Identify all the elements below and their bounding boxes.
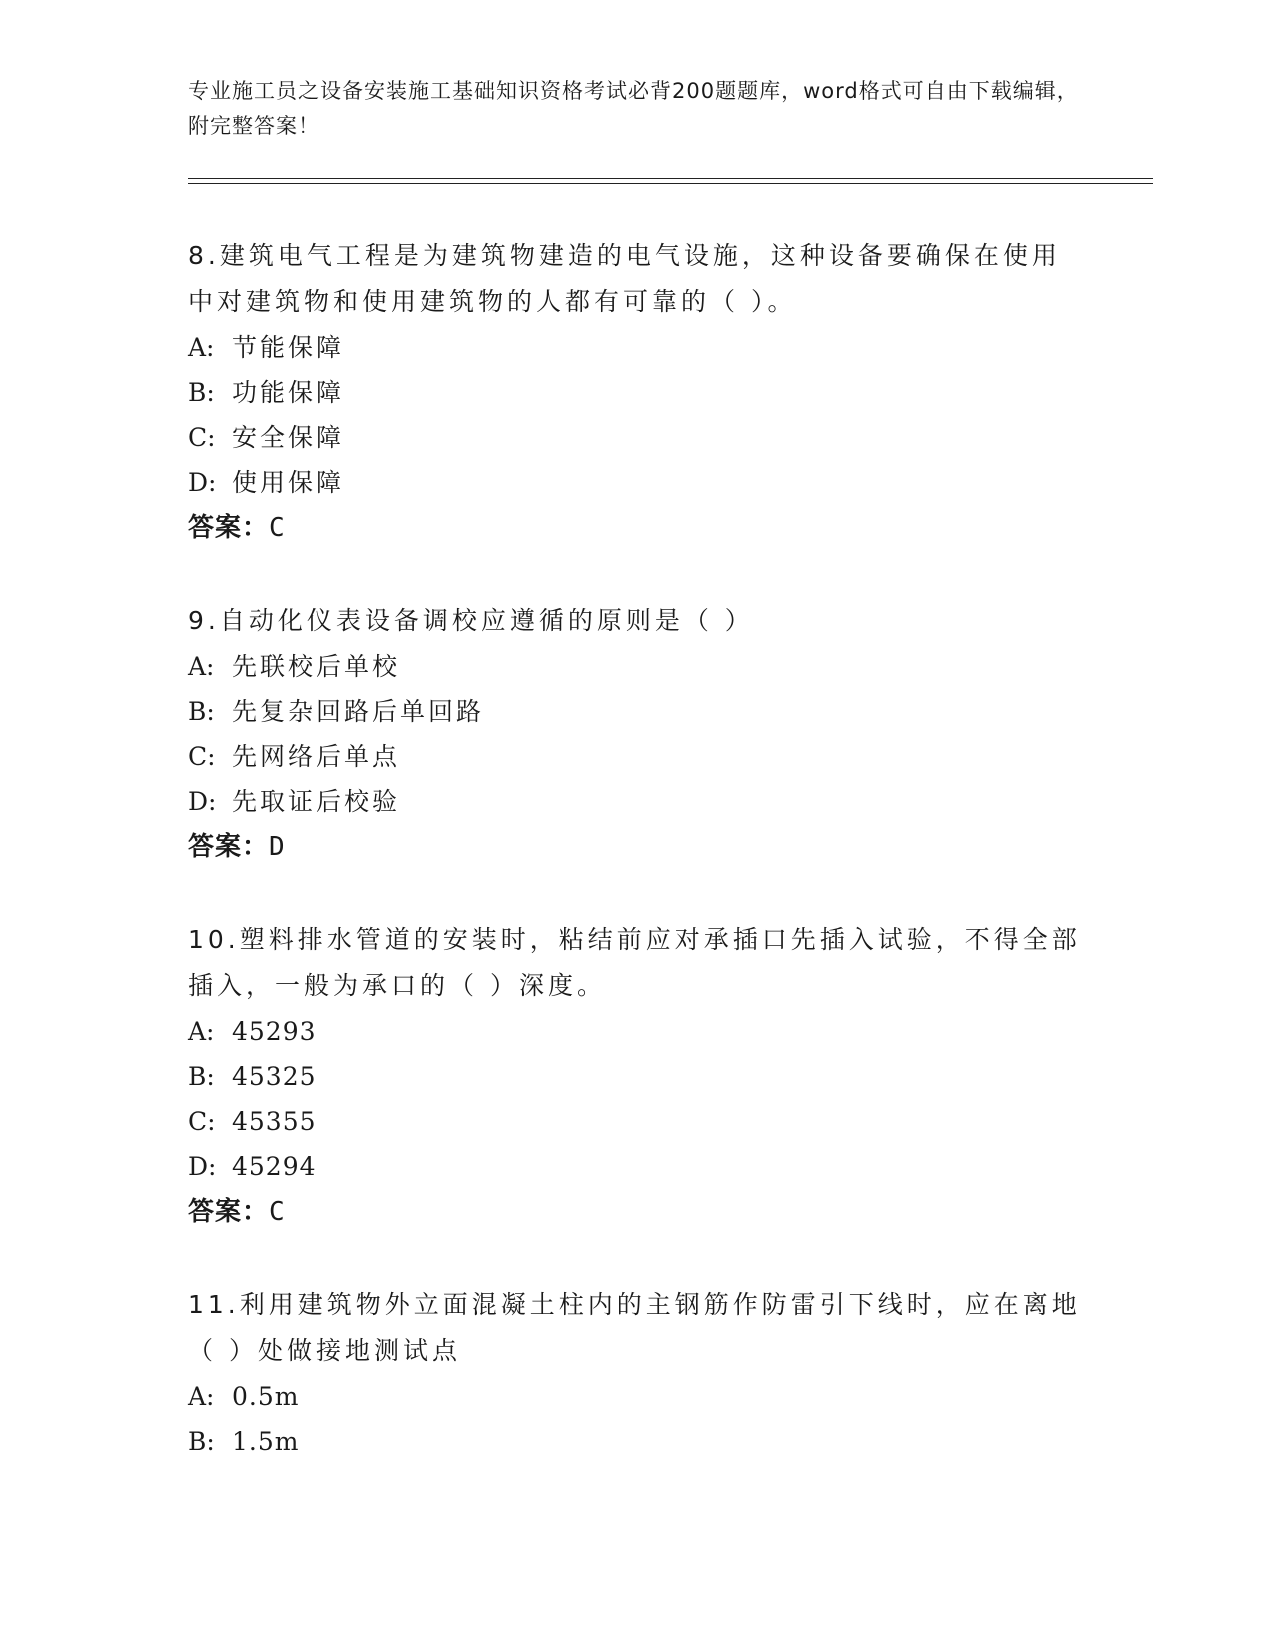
option-text: 45325 [232, 1062, 317, 1091]
option-key: A: [188, 1382, 215, 1411]
option-text: 45293 [232, 1017, 317, 1046]
option-text: 0.5m [232, 1382, 300, 1411]
answer-label: 答案： [188, 1197, 270, 1227]
option-text: 45294 [232, 1152, 317, 1181]
option-key: D: [188, 787, 217, 816]
option-c [188, 1099, 1088, 1144]
question-stem: 11.利用建筑物外立面混凝土柱内的主钢筋作防雷引下线时，应在离地（ ）处做接地测试点 [188, 1290, 1081, 1365]
option-d [188, 779, 1088, 824]
option-a [188, 1374, 1088, 1419]
question-list [188, 233, 1088, 1511]
option-key: A: [188, 1017, 215, 1046]
option-d [188, 460, 1088, 505]
question-9 [188, 598, 1088, 870]
option-key: C: [188, 1107, 216, 1136]
option-a [188, 325, 1088, 370]
option-key: D: [188, 1152, 217, 1181]
question-10 [188, 917, 1088, 1235]
option-key: B: [188, 697, 215, 726]
option-key: B: [188, 1062, 215, 1091]
question-11 [188, 1282, 1088, 1464]
question-stem: 10.塑料排水管道的安装时，粘结前应对承插口先插入试验，不得全部插入，一般为承口的（ ）深度。 [188, 925, 1081, 1000]
option-key: A: [188, 333, 215, 362]
option-key: D: [188, 468, 217, 497]
answer-value: D [269, 832, 286, 862]
option-key: B: [188, 1427, 215, 1456]
option-b [188, 1054, 1088, 1099]
answer-line [188, 505, 1088, 551]
option-c [188, 415, 1088, 460]
question-stem: 8.建筑电气工程是为建筑物建造的电气设施，这种设备要确保在使用中对建筑物和使用建筑物的人都有可靠的（ ）。 [188, 241, 1061, 316]
header-divider-bottom [188, 183, 1153, 184]
answer-value: C [269, 513, 286, 543]
option-c [188, 734, 1088, 779]
answer-line [188, 1189, 1088, 1235]
option-b [188, 1419, 1088, 1464]
option-d [188, 1144, 1088, 1189]
option-key: C: [188, 423, 216, 452]
option-text: 先取证后校验 [232, 787, 401, 816]
answer-value: C [269, 1197, 286, 1227]
option-key: C: [188, 742, 216, 771]
question-8 [188, 233, 1088, 551]
document-header-title: 专业施工员之设备安装施工基础知识资格考试必背200题题库，word格式可自由下载编辑，附完整答案！ [188, 79, 1079, 138]
option-key: A: [188, 652, 215, 681]
option-text: 安全保障 [232, 423, 345, 452]
option-text: 先复杂回路后单回路 [232, 697, 485, 726]
option-b [188, 689, 1088, 734]
question-stem: 9.自动化仪表设备调校应遵循的原则是（ ） [188, 606, 754, 635]
option-text: 45355 [232, 1107, 317, 1136]
option-b [188, 370, 1088, 415]
answer-label: 答案： [188, 513, 270, 543]
answer-label: 答案： [188, 832, 270, 862]
option-a [188, 644, 1088, 689]
option-text: 先网络后单点 [232, 742, 401, 771]
option-key: B: [188, 378, 215, 407]
option-text: 功能保障 [232, 378, 345, 407]
option-text: 1.5m [232, 1427, 300, 1456]
option-text: 使用保障 [232, 468, 345, 497]
option-a [188, 1009, 1088, 1054]
header-divider-top [188, 178, 1153, 179]
option-text: 先联校后单校 [232, 652, 401, 681]
answer-line [188, 824, 1088, 870]
option-text: 节能保障 [232, 333, 345, 362]
